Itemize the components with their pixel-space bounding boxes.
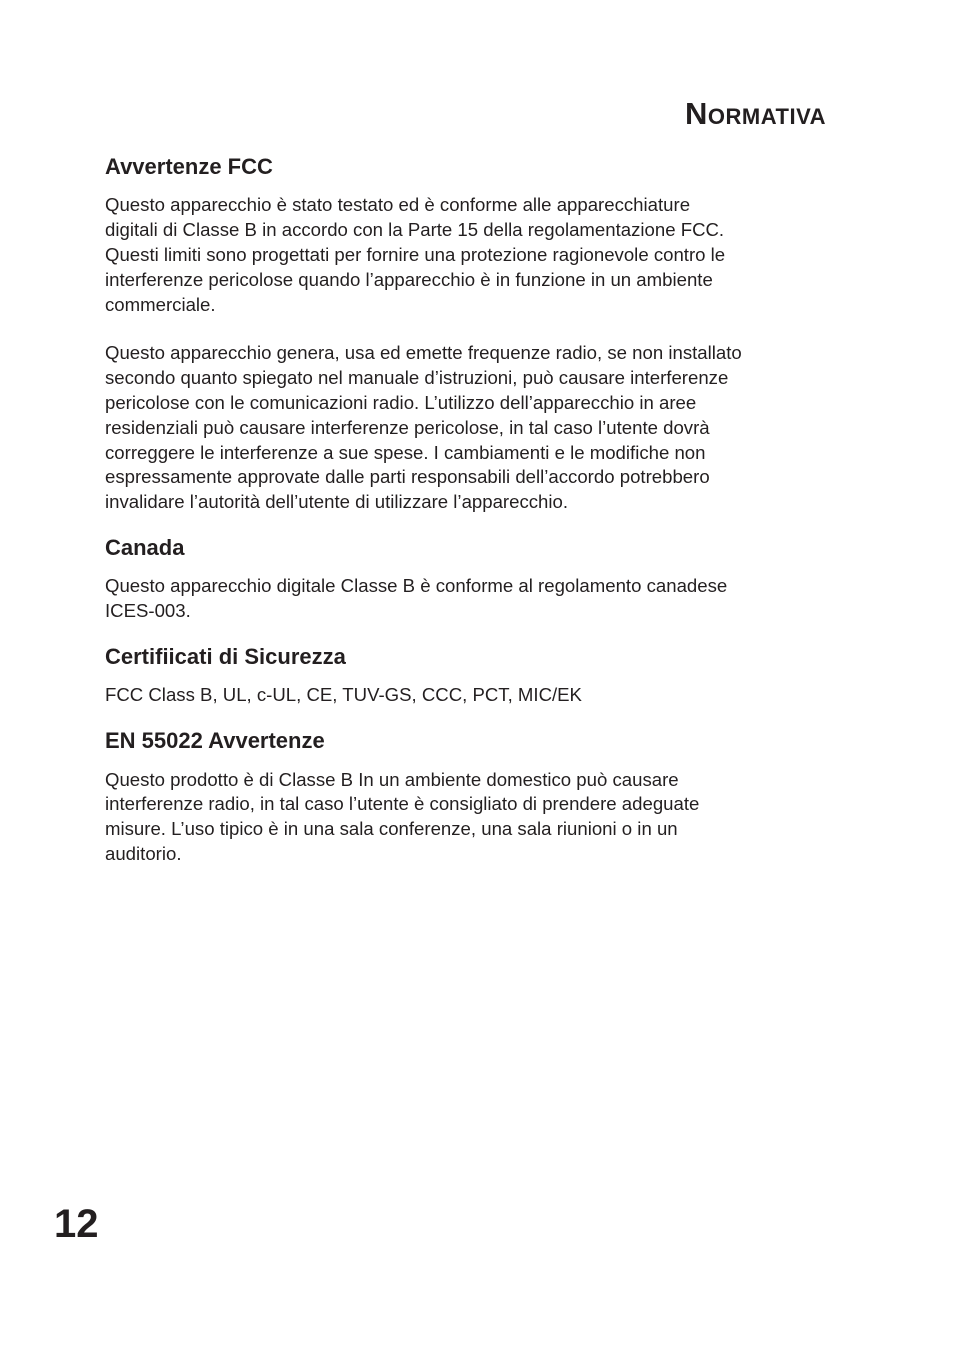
document-body [105,150,835,867]
section-heading-certificates: Certifiicati di Sicurezza [105,643,346,669]
section-heading-canada: Canada [105,534,185,560]
section-heading-fcc: Avvertenze FCC [105,154,273,179]
fcc-paragraph-1: Questo apparecchio è stato testato ed è conforme alle apparecchiature digitali di Classe B in accordo con la Parte 15 della regolamentazione FCC. Questi limiti sono progettati per fornire una protezione ragionevole contro le interferenze pericolose quando l’apparecchio è in funzione in un ambiente commerciale. [105,194,726,315]
certificates-paragraph: FCC Class B, UL, c-UL, CE, TUV-GS, CCC, PCT, MIC/EK [105,684,582,706]
page-header-title: Normativa [685,96,826,131]
page-number: 12 [54,1202,99,1246]
en55022-paragraph: Questo prodotto è di Classe B In un ambiente domestico può causare interferenze radio, in tal caso l’utente è consigliato di prendere adeguate misure. L’uso tipico è in una sala conferenze, una sala riunioni o in un auditorio. [105,768,700,864]
section-heading-en55022: EN 55022 Avvertenze [105,728,325,754]
canada-paragraph: Questo apparecchio digitale Classe B è conforme al regolamento canadese ICES-003. [105,575,728,622]
fcc-paragraph-2: Questo apparecchio genera, usa ed emette frequenze radio, se non installato secondo quanto spiegato nel manuale d’istruzioni, può causare interferenze pericolose con le comunicazioni radio. L’utilizzo dell’apparecchio in aree residenziali può causare interferenze pericolose, in tal caso l’utente dovrà correggere le interferenze a sue spese. I cambiamenti e le modifiche non espressamente approvate dalle parti responsabili dell’accordo potrebbero invalidare l’autorità dell’utente di utilizzare l’apparecchio. [105,342,742,513]
